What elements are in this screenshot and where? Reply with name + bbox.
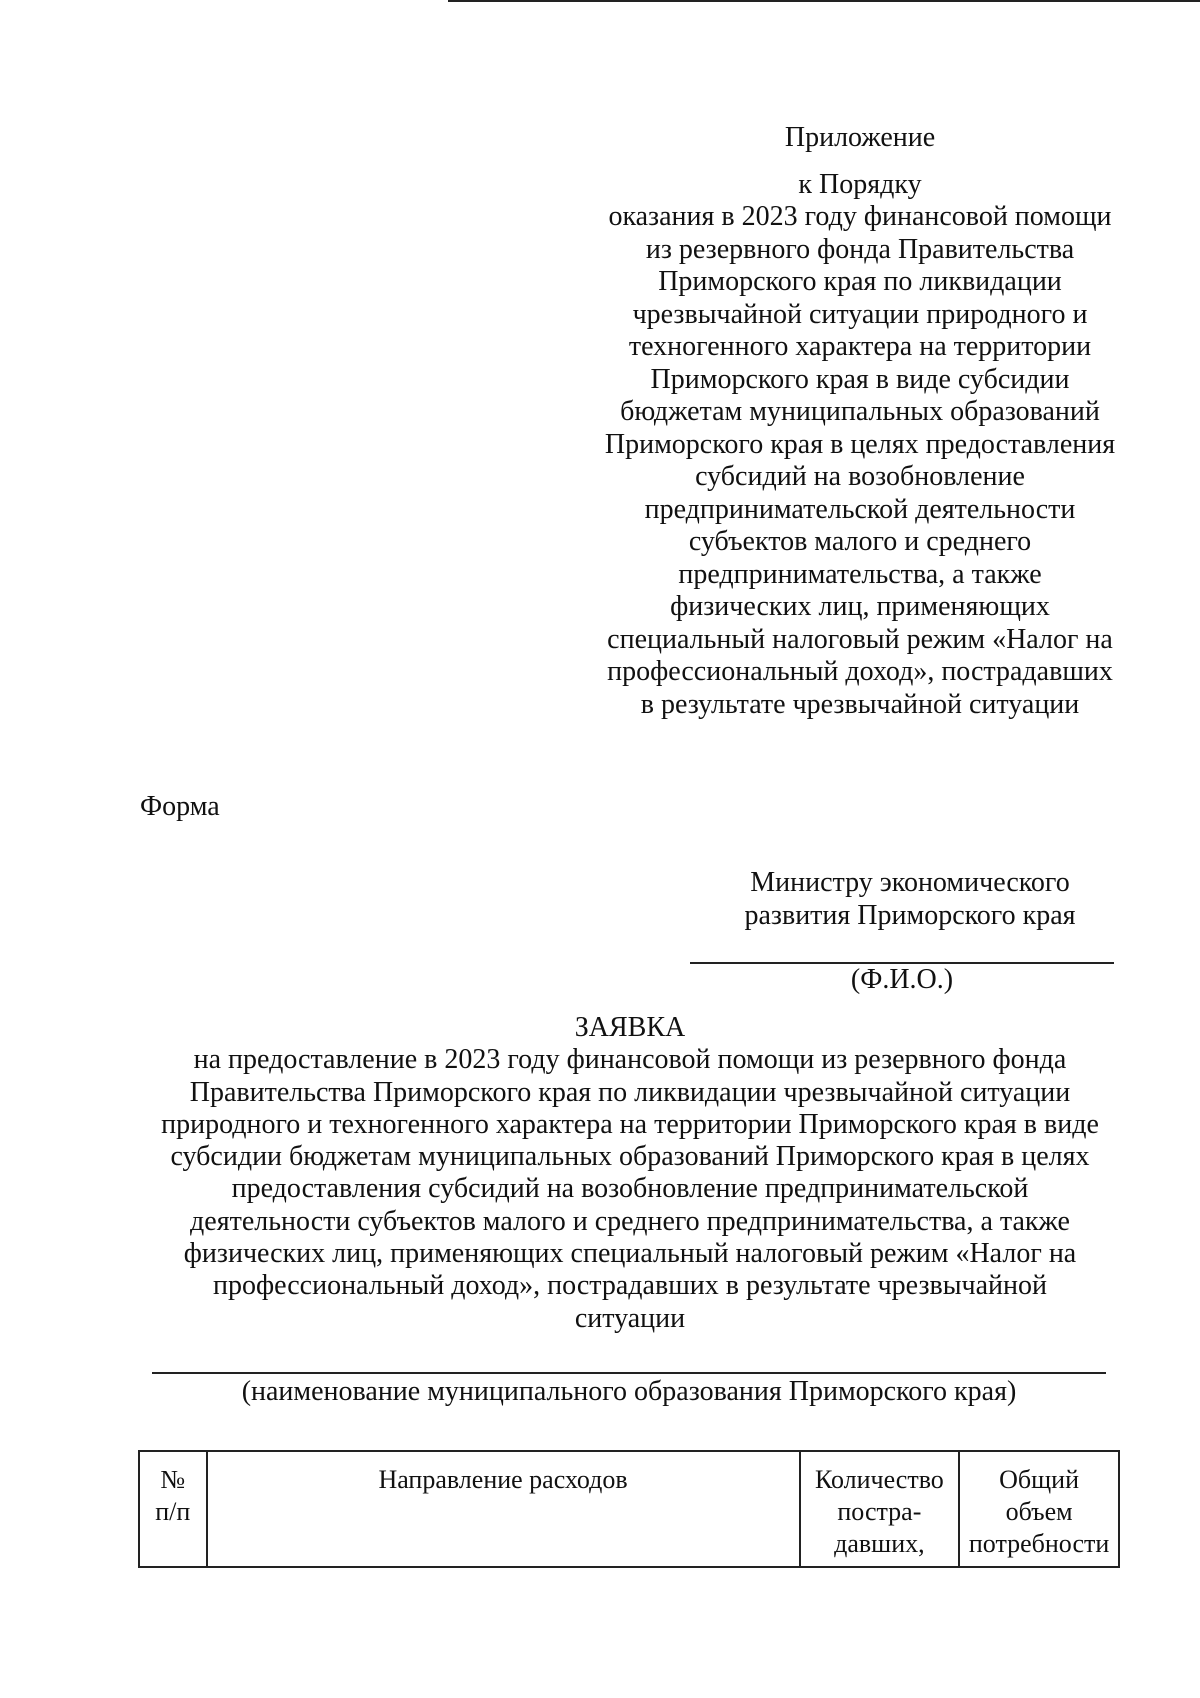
- request-line: деятельности субъектов малого и среднего предпринимательства, а также: [190, 1205, 1070, 1237]
- header-number: [139, 1451, 207, 1567]
- appendix-line: предпринимательства, а также: [678, 558, 1042, 590]
- municipality-caption: (наименование муниципального образования Приморского края): [241, 1376, 1017, 1407]
- header-text: №: [160, 1465, 186, 1494]
- request-line: предоставления субсидий на возобновление предпринимательской: [231, 1173, 1029, 1205]
- appendix-line: субсидий на возобновление: [695, 461, 1025, 492]
- addressee-line: развития Приморского края: [744, 900, 1076, 931]
- request-line: физических лиц, применяющих специальный налоговый режим «Налог на: [183, 1238, 1077, 1270]
- table-header-row: [139, 1451, 1119, 1567]
- request-line: природного и техногенного характера на территории Приморского края в виде: [161, 1108, 1099, 1140]
- form-label: Форма: [140, 791, 220, 822]
- fio-caption: (Ф.И.О.): [850, 964, 954, 995]
- appendix-line: профессиональный доход», пострадавших: [607, 656, 1113, 687]
- header-text: объем: [1005, 1497, 1073, 1526]
- appendix-line: оказания в 2023 году финансовой помощи: [608, 201, 1112, 232]
- header-total: [959, 1451, 1119, 1567]
- header-text: Общий: [999, 1465, 1080, 1494]
- header-text: п/п: [155, 1497, 191, 1526]
- appendix-line: Приморского края в целях предоставления: [604, 428, 1116, 460]
- header-text: давших,: [834, 1529, 925, 1558]
- header-direction: [207, 1451, 800, 1567]
- appendix-line: Приморского края в виде субсидии: [650, 363, 1070, 395]
- request-line: на предоставление в 2023 году финансовой помощи из резервного фонда: [193, 1044, 1067, 1076]
- appendix-line: Приморского края по ликвидации: [658, 266, 1062, 297]
- appendix-line: субъектов малого и среднего: [688, 526, 1032, 557]
- top-edge-rule: [448, 0, 1200, 2]
- appendix-line: техногенного характера на территории: [628, 331, 1092, 362]
- header-text: Направление расходов: [378, 1465, 628, 1494]
- header-text: потребности: [968, 1529, 1110, 1558]
- request-line: профессиональный доход», пострадавших в результате чрезвычайной: [212, 1270, 1047, 1302]
- header-text: постра-: [837, 1497, 922, 1526]
- addressee-line: Министру экономического: [750, 867, 1070, 898]
- appendix-line: физических лиц, применяющих: [670, 591, 1050, 622]
- appendix-line: из резервного фонда Правительства: [645, 233, 1075, 265]
- appendix-line: предпринимательской деятельности: [644, 493, 1076, 525]
- request-title: ЗАЯВКА: [574, 1012, 686, 1043]
- header-text: Количество: [814, 1465, 944, 1494]
- appendix-line: чрезвычайной ситуации природного и: [632, 298, 1088, 330]
- appendix-line: бюджетам муниципальных образований: [620, 396, 1100, 427]
- appendix-header: [590, 122, 1130, 721]
- request-line: ситуации: [574, 1302, 686, 1334]
- appendix-line: в результате чрезвычайной ситуации: [640, 688, 1080, 720]
- expenses-table: [138, 1450, 1120, 1568]
- request-block: [140, 1012, 1120, 1335]
- addressee-block: [690, 866, 1130, 932]
- appendix-line: к Порядку: [798, 168, 922, 200]
- appendix-line: специальный налоговый режим «Налог на: [607, 623, 1113, 655]
- appendix-title: Приложение: [784, 122, 936, 153]
- header-count: [800, 1451, 960, 1567]
- request-line: субсидии бюджетам муниципальных образований Приморского края в целях: [170, 1141, 1090, 1173]
- request-line: Правительства Приморского края по ликвидации чрезвычайной ситуации: [189, 1076, 1071, 1108]
